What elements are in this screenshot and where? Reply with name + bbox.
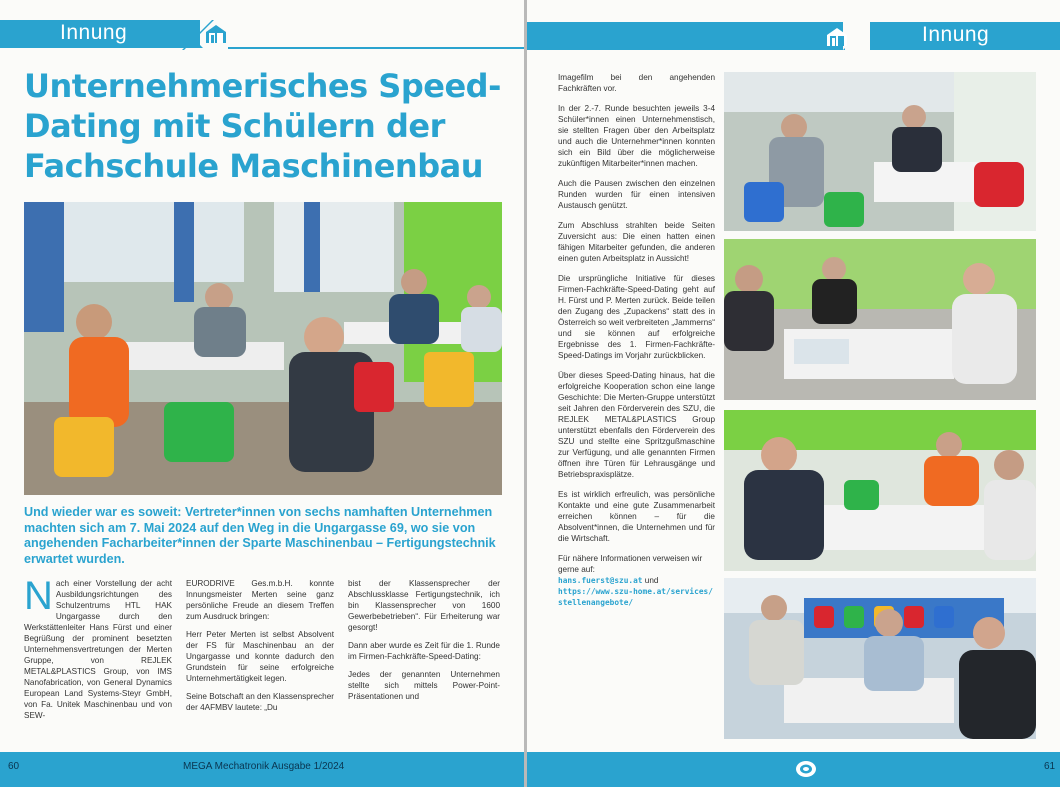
- body-paragraph: Die ursprüngliche Initiative für dieses Firmen-Fachkräfte-Speed-Dating geht auf H. Fürst und P. Merten zurück. Beide teilen den Zugang des „Zupackens“ statt des in Österreich so weit verbreiteten „Jammerns“ und sie können auf erfolgreiche Ergebnisse des 1. Firmen-Fachkräfte-Speed-Datings im Vorjahr zurückblicken.: [558, 274, 715, 360]
- body-paragraph: Dann aber wurde es Zeit für die 1. Runde im Firmen-Fachkräfte-Speed-Dating:: [348, 641, 500, 661]
- contact-email-link[interactable]: hans.fuerst@szu.at: [558, 576, 643, 585]
- body-column-right: [558, 72, 715, 617]
- section-tab-label: Innung: [922, 23, 990, 46]
- body-column-2: [186, 578, 334, 720]
- body-paragraph: bist der Klassensprecher der Abschlussklasse Fertigungstechnik, ich bin Klassensprecher von 1600 Gewerbebetrieben“. Für Erheiterung war gesorgt!: [348, 579, 500, 632]
- body-paragraph: Herr Peter Merten ist selbst Absolvent der FS für Maschinenbau an der Ungargasse und konnte dadurch den Grundstein für seine erfolgreiche Unternehmertätigkeit legen.: [186, 630, 334, 683]
- body-paragraph: In der 2.-7. Runde besuchten jeweils 3-4 Schüler*innen einen Unternehmenstisch, sie stellten Fragen über den Arbeitsplatz und auch die Unternehmer*innen konnten sich ein Bild über die möglicherweise zukünftigen Mitarbeiter*innen machen.: [558, 104, 715, 168]
- body-paragraph: Es ist wirklich erfreulich, was persönliche Kontakte und eine gute Zusammenarbeit erreichen können – für die Absolvent*innen, die Unternehmen und für die Wirtschaft.: [558, 490, 715, 543]
- photo-1: [724, 72, 1036, 231]
- article-headline: Unternehmerisches Speed-Dating mit Schülern der Fachschule Maschinenbau: [24, 67, 501, 185]
- footer-logo-icon: [795, 760, 817, 783]
- body-paragraph: Zum Abschluss strahlten beide Seiten Zuversicht aus: Die einen hatten einen fähigen Mitarbeiter gefunden, die anderen einen guten Arbeitsplatz in Aussicht!: [558, 221, 715, 263]
- photo-2: [724, 239, 1036, 400]
- body-paragraph: Über dieses Speed-Dating hinaus, hat die erfolgreiche Kooperation schon eine lange Geschichte: Die Merten-Gruppe unterstützt seit Jahren den Förderverein des SZU, die REJLEK METAL&PLASTICS Group unterstützt ebenfalls den Förderverein des SZU und stellte eine Spritzgußmaschine zur Verfügung, und alle genannten Firmen öffnen ihre Türen für Lehrausgänge und Betriebspraxisplätze.: [558, 371, 715, 479]
- home-icon: [204, 23, 228, 50]
- section-tab: [527, 22, 1060, 50]
- body-paragraph: Auch die Pausen zwischen den einzelnen Runden wurden für einen intensiven Austausch genützt.: [558, 179, 715, 210]
- left-page: [0, 0, 524, 787]
- contact-block: [558, 553, 715, 608]
- contact-intro: Für nähere Informationen verweisen wir gerne auf:: [558, 554, 703, 574]
- section-tab-label: Innung: [60, 21, 128, 44]
- page-footer: [0, 752, 524, 787]
- body-column-1: [24, 574, 172, 721]
- home-icon: [825, 26, 849, 53]
- contact-url-link[interactable]: https://www.szu-home.at/services/stellenangebote/: [558, 587, 713, 607]
- page-number: 60: [8, 761, 20, 772]
- section-tab: [0, 20, 275, 48]
- body-text: ach einer Vorstellung der acht Ausbildungsrichtungen des Schulzentrums HTL HAK Ungargasse durch den Werkstättenleiter Hans Fürst und einer Begrüßung der prominent besetzten Unternehmensvertretungen der Merten Gruppe, von REJLEK METAL&PLASTICS Group, von IMS Nanofabrication, von General Dynamics European Land Systems-Steyr GmbH, von Fa. Unitek Maschinenbau und von SEW-: [24, 579, 172, 720]
- body-column-3: [348, 578, 500, 709]
- right-page: [527, 0, 1060, 787]
- photo-4: [724, 578, 1036, 739]
- page-number: 61: [1044, 761, 1056, 772]
- drop-cap: N: [24, 574, 53, 618]
- photo-3: [724, 410, 1036, 571]
- body-paragraph: Jedes der genannten Unternehmen stellte sich mittels Power-Point-Präsentationen und: [348, 670, 500, 701]
- page-footer: [527, 752, 1060, 787]
- lead-paragraph: Und wieder war es soweit: Vertreter*innen von sechs namhaften Unternehmen machten sich am 7. Mai 2024 auf den Weg in die Ungargasse 69, wo sie von angehenden Facharbeiter*innen der Sparte Maschinenbau – Fertigungstechnik erwartet wurden.: [24, 505, 496, 566]
- body-paragraph: EURODRIVE Ges.m.b.H. konnte Innungsmeister Merten seine ganz persönliche Freude an diesem Treffen zum Ausdruck bringen:: [186, 579, 334, 621]
- body-paragraph: Imagefilm bei den angehenden Fachkräften vor.: [558, 73, 715, 93]
- main-photo: [24, 202, 502, 495]
- publication-title: MEGA Mechatronik Ausgabe 1/2024: [183, 761, 345, 772]
- body-paragraph: Seine Botschaft an den Klassensprecher der 4AFMBV lautete: „Du: [186, 692, 334, 712]
- contact-and: und: [644, 576, 659, 585]
